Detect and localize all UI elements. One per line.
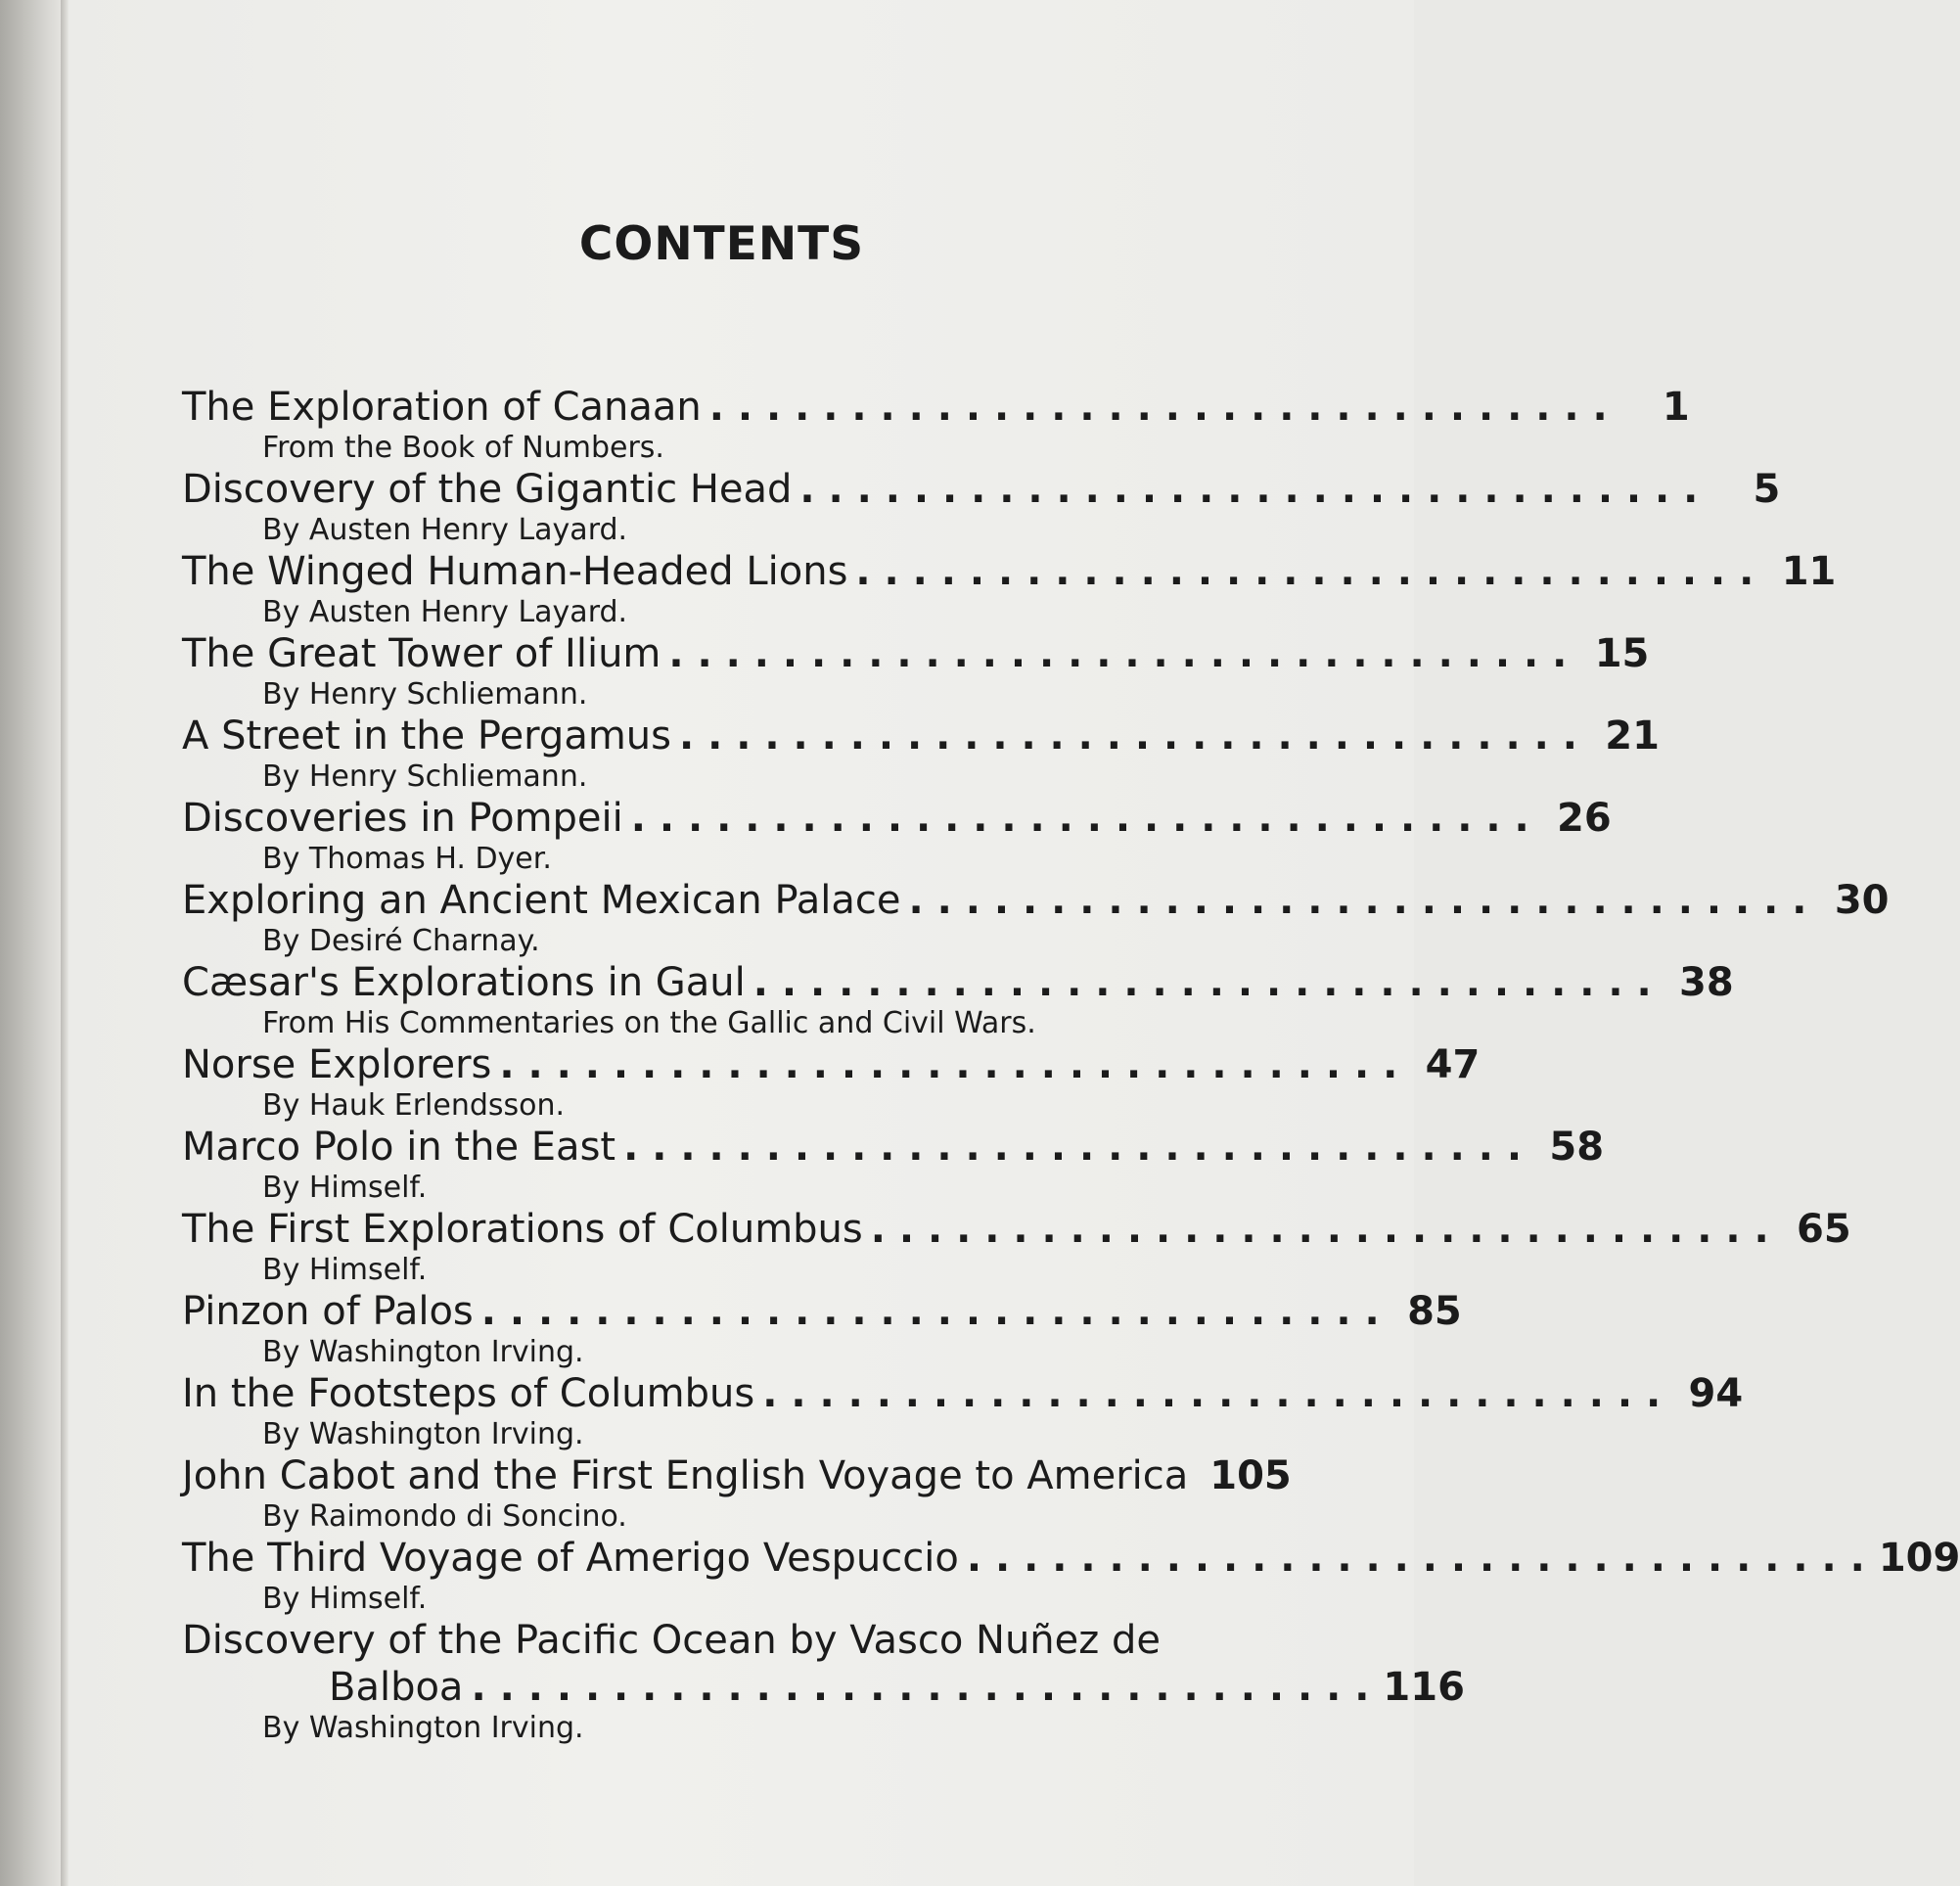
toc-entry (182, 384, 1690, 466)
toc-entry (182, 1206, 1851, 1288)
contents-heading: CONTENTS (578, 217, 865, 271)
book-gutter (0, 0, 61, 1886)
toc-entry (182, 877, 1890, 959)
toc-entry (182, 630, 1650, 713)
entry-byline: By Austen Henry Layard. (262, 595, 628, 629)
entry-byline: By Washington Irving. (262, 1417, 584, 1451)
dot-leaders: . . . . . . . . . . . . . . . . . . . . . . . . . . . . . . . . (799, 467, 1699, 512)
toc-entry (182, 548, 1837, 630)
entry-byline: By Himself. (262, 1582, 428, 1616)
entry-byline: By Himself. (262, 1171, 428, 1205)
entry-title: Cæsar's Explorations in Gaul (182, 960, 746, 1005)
page-number: 47 (1425, 1042, 1481, 1087)
page-number: 65 (1797, 1207, 1851, 1252)
page-number: 116 (1383, 1665, 1465, 1710)
entry-title: Norse Explorers (182, 1042, 492, 1087)
page-number: 5 (1753, 467, 1781, 512)
page-number: 1 (1662, 385, 1690, 430)
toc-entry (182, 795, 1612, 877)
toc-entry (182, 1535, 1960, 1617)
entry-title: Discovery of the Gigantic Head (182, 467, 793, 512)
page-number: 85 (1407, 1289, 1462, 1334)
dot-leaders: . . . . . . . . . . . . . . . . . . . . . . . . . . . . . . . . (678, 713, 1577, 759)
entry-title: Discoveries in Pompeii (182, 796, 623, 841)
entry-byline: By Raimondo di Soncino. (262, 1499, 627, 1534)
toc-entry (182, 466, 1781, 548)
page-number: 21 (1605, 713, 1660, 759)
page-number: 105 (1209, 1453, 1292, 1498)
entry-byline: By Thomas H. Dyer. (262, 842, 552, 876)
entry-title: The Exploration of Canaan (182, 385, 702, 430)
entry-byline: By Himself. (262, 1253, 428, 1287)
entry-title: John Cabot and the First English Voyage to America (182, 1453, 1189, 1498)
dot-leaders: . . . . . . . . . . . . . . . . . . . . . . . . . . . . . . . . (623, 1125, 1523, 1170)
toc-entry (182, 713, 1660, 795)
entry-byline: By Henry Schliemann. (262, 677, 588, 712)
dot-leaders: . . . . . . . . . . . . . . . . . . . . . . . . . . . . . . . . (870, 1207, 1769, 1252)
toc-entry (182, 1288, 1462, 1370)
toc-entry (182, 1617, 1465, 1745)
entry-title: Pinzon of Palos (182, 1289, 474, 1334)
entry-title: Exploring an Ancient Mexican Palace (182, 878, 901, 923)
page-number: 38 (1679, 960, 1734, 1005)
page-number: 94 (1688, 1371, 1744, 1416)
toc-entry (182, 1370, 1744, 1452)
entry-title: A Street in the Pergamus (182, 713, 671, 759)
page-number: 30 (1834, 878, 1890, 923)
entry-title: The First Explorations of Columbus (182, 1207, 863, 1252)
page-number: 15 (1594, 631, 1650, 676)
toc-entry (182, 1452, 1292, 1535)
entry-title-continued: Balboa (329, 1665, 464, 1710)
page-number: 109 (1878, 1536, 1960, 1581)
entry-byline: By Austen Henry Layard. (262, 513, 628, 547)
toc-entry (182, 1124, 1605, 1206)
entry-byline: By Desiré Charnay. (262, 924, 540, 958)
entry-title: The Winged Human-Headed Lions (182, 549, 848, 594)
entry-title: The Third Voyage of Amerigo Vespuccio (182, 1536, 959, 1581)
toc-entry (182, 959, 1734, 1041)
entry-byline: From His Commentaries on the Gallic and Civil Wars. (262, 1006, 1036, 1040)
entry-byline: By Henry Schliemann. (262, 759, 588, 794)
dot-leaders: . . . . . . . . . . . . . . . . . . . . . . . . . . . . . . . . (855, 549, 1755, 594)
page-number: 26 (1557, 796, 1612, 841)
dot-leaders: . . . . . . . . . . . . . . . . . . . . . . . . . . . . . . . . (471, 1665, 1370, 1710)
page-number: 11 (1781, 549, 1837, 594)
dot-leaders: . . . . . . . . . . . . . . . . . . . . . . . . . . . . . . . . (908, 878, 1807, 923)
entry-byline: By Washington Irving. (262, 1335, 584, 1369)
entry-title: Marco Polo in the East (182, 1125, 616, 1170)
entry-title: In the Footsteps of Columbus (182, 1371, 755, 1416)
entry-byline: By Hauk Erlendsson. (262, 1088, 566, 1123)
entry-title: The Great Tower of Ilium (182, 631, 661, 676)
page-number: 58 (1549, 1125, 1605, 1170)
entry-byline: By Washington Irving. (262, 1711, 584, 1745)
page-edge (61, 0, 68, 1886)
dot-leaders: . . . . . . . . . . . . . . . . . . . . . . . . . . . . . . . . (708, 385, 1608, 430)
dot-leaders: . . . . . . . . . . . . . . . . . . . . . . . . . . . . . . . . (966, 1536, 1865, 1581)
entry-byline: From the Book of Numbers. (262, 431, 664, 465)
dot-leaders: . . . . . . . . . . . . . . . . . . . . . . . . . . . . . . . . (762, 1371, 1662, 1416)
dot-leaders: . . . . . . . . . . . . . . . . . . . . . . . . . . . . . . . . (499, 1042, 1398, 1087)
dot-leaders: . . . . . . . . . . . . . . . . . . . . . . . . . . . . . . . . (630, 796, 1529, 841)
dot-leaders: . . . . . . . . . . . . . . . . . . . . . . . . . . . . . . . . (752, 960, 1652, 1005)
dot-leaders: . . . . . . . . . . . . . . . . . . . . . . . . . . . . . . . . (668, 631, 1568, 676)
dot-leaders: . . . . . . . . . . . . . . . . . . . . . . . . . . . . . . . . (480, 1289, 1380, 1334)
table-of-contents (182, 384, 1960, 1745)
entry-title: Discovery of the Pacific Ocean by Vasco Nuñez de (182, 1618, 1161, 1663)
toc-entry (182, 1041, 1481, 1124)
